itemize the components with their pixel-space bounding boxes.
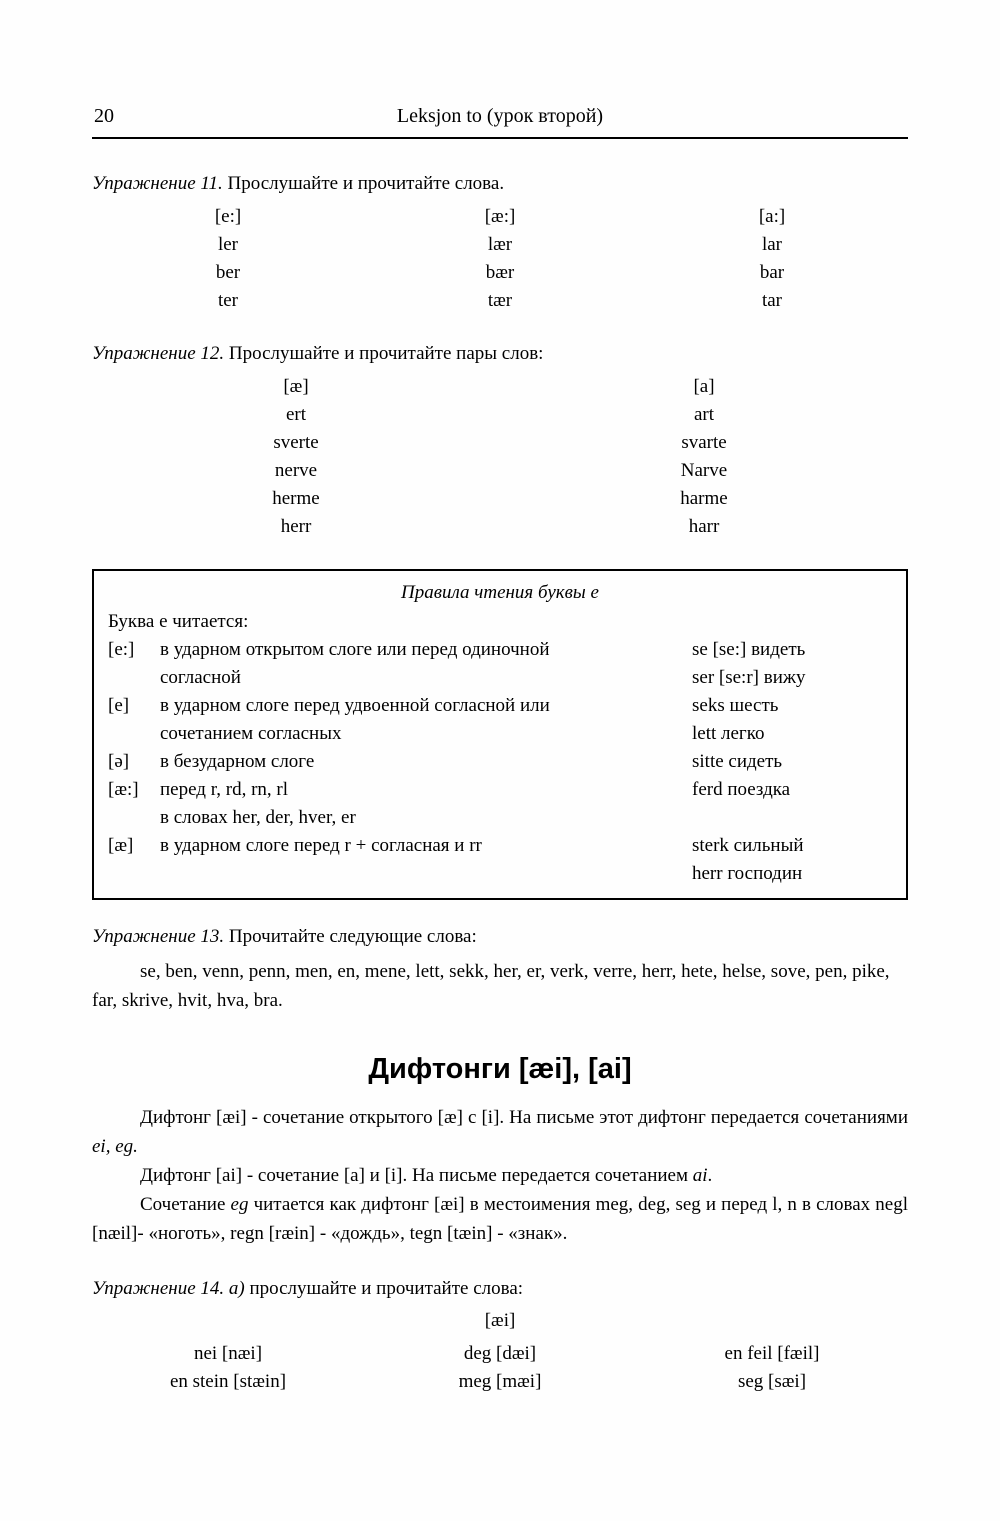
phoneme-head: [æ]	[283, 376, 309, 397]
word-with-transcription: en stein [stæin]	[169, 1371, 287, 1392]
exercise-11-word-table	[92, 203, 908, 315]
rule-line: согласной	[160, 667, 241, 688]
exercise-12-column-ae	[92, 373, 500, 541]
word-with-transcription: en feil [fæil]	[724, 1343, 820, 1364]
word: ert	[285, 404, 307, 425]
phoneme-symbol: [e:]	[108, 639, 135, 660]
exercise-13-word-list: se, ben, venn, penn, men, en, mene, lett, sekk, her, er, verk, verre, herr, hete, helse, sove, pen, pike, far, skrive, hvit, hva, bra.	[92, 961, 890, 1011]
rule-examples	[692, 636, 892, 692]
exercise-13-label: Упражнение 13.	[92, 926, 225, 947]
word: bar	[759, 262, 785, 283]
word: herr	[280, 516, 312, 537]
paragraph-text: .	[707, 1165, 713, 1186]
phoneme-head: [a]	[693, 376, 715, 397]
word: lar	[761, 234, 783, 255]
word: lær	[487, 234, 513, 255]
rules-box-intro: Буква е читается:	[108, 611, 249, 632]
exercise-14-text: прослушайте и прочитайте слова:	[249, 1278, 524, 1299]
header-rule	[92, 137, 908, 139]
rule-description	[160, 636, 692, 692]
exercise-11-column-a-long	[636, 203, 908, 315]
word: svarte	[681, 432, 727, 453]
word: sverte	[273, 432, 319, 453]
paragraph-text: Сочетание	[140, 1194, 231, 1215]
exercise-14-word-table	[92, 1340, 908, 1396]
phoneme-symbol: [ə]	[108, 751, 130, 772]
example-line: sitte сидеть	[692, 751, 783, 772]
exercise-14-phoneme-head: [æi]	[484, 1310, 516, 1331]
paragraph-italic: ei, eg.	[92, 1136, 138, 1157]
rules-row	[108, 776, 892, 832]
example-line: se [se:] видеть	[692, 639, 806, 660]
word: tar	[761, 290, 783, 311]
exercise-12-intro	[92, 339, 908, 368]
word: ler	[217, 234, 239, 255]
exercise-11-column-ae-long	[364, 203, 636, 315]
rule-line: перед r, rd, rn, rl	[160, 779, 289, 800]
exercise-14-label: Упражнение 14. а)	[92, 1278, 245, 1299]
rule-description	[160, 832, 692, 860]
example-line: ser [se:r] вижу	[692, 667, 806, 688]
word: herme	[272, 488, 320, 509]
section-heading-diphthongs: Дифтонги [æi], [ai]	[368, 1053, 632, 1085]
phoneme-symbol: [æ:]	[108, 779, 139, 800]
paragraph-italic: ai	[692, 1165, 708, 1186]
diphthong-paragraph-2	[92, 1161, 908, 1190]
exercise-11-column-e-long	[92, 203, 364, 315]
rule-line: в безударном слоге	[160, 751, 315, 772]
diphthong-paragraph-1	[92, 1103, 908, 1161]
rule-line: сочетанием согласных	[160, 723, 342, 744]
diphthong-paragraph-3	[92, 1190, 908, 1248]
paragraph-text: Дифтонг [ai] - сочетание [a] и [i]. На письме передается сочетанием	[140, 1165, 693, 1186]
exercise-11-label: Упражнение 11.	[92, 173, 223, 194]
rule-description	[160, 748, 692, 776]
example-line: ferd поездка	[692, 779, 791, 800]
word: art	[693, 404, 715, 425]
paragraph-text: читается как дифтонг [æi] в местоимения meg, deg, seg и перед l, n в словах negl [næil]- «ноготь», regn [ræin] - «дождь», tegn [tæin] - «знак».	[92, 1194, 908, 1244]
rule-examples	[692, 832, 892, 888]
paragraph-text: Дифтонг [æi] - сочетание открытого [æ] с [i]. На письме этот дифтонг передается сочетаниями	[140, 1107, 908, 1128]
exercise-11-text: Прослушайте и прочитайте слова.	[227, 173, 505, 194]
rule-description	[160, 776, 692, 832]
word-with-transcription: seg [sæi]	[737, 1371, 807, 1392]
word: ter	[217, 290, 239, 311]
phoneme-symbol: [e]	[108, 695, 130, 716]
word: nerve	[274, 460, 318, 481]
rule-examples	[692, 776, 892, 804]
word: Narve	[680, 460, 728, 481]
reading-rules-box	[92, 569, 908, 900]
word: harme	[680, 488, 728, 509]
page-number: 20	[94, 105, 114, 127]
word: ber	[215, 262, 241, 283]
phoneme-head: [e:]	[214, 206, 242, 227]
exercise-13-intro	[92, 922, 908, 951]
exercise-12-word-table	[92, 373, 908, 541]
page-title: Leksjon to (урок второй)	[396, 105, 604, 127]
word: tær	[487, 290, 513, 311]
exercise-13-text: Прочитайте следующие слова:	[228, 926, 477, 947]
rule-line: в ударном слоге перед удвоенной согласной или	[160, 695, 550, 716]
paragraph-italic: eg	[230, 1194, 249, 1215]
rules-row	[108, 692, 892, 748]
rule-examples	[692, 748, 892, 776]
rule-examples	[692, 692, 892, 748]
word: bær	[485, 262, 515, 283]
rules-row	[108, 832, 892, 888]
word: harr	[688, 516, 720, 537]
rule-line: в словах her, der, hver, er	[160, 807, 356, 828]
rules-row	[108, 636, 892, 692]
rule-line: в ударном слоге перед r + согласная и rr	[160, 835, 482, 856]
rules-row	[108, 748, 892, 776]
exercise-11-intro	[92, 169, 908, 198]
phoneme-symbol: [æ]	[108, 835, 134, 856]
page-header	[92, 102, 908, 130]
word-with-transcription: meg [mæi]	[458, 1371, 542, 1392]
exercise-12-column-a	[500, 373, 908, 541]
rule-line: в ударном открытом слоге или перед одиночной	[160, 639, 550, 660]
phoneme-head: [a:]	[758, 206, 786, 227]
phoneme-head: [æ:]	[484, 206, 516, 227]
example-line: herr господин	[692, 863, 803, 884]
exercise-12-text: Прослушайте и прочитайте пары слов:	[228, 343, 544, 364]
rule-description	[160, 692, 692, 748]
word-with-transcription: deg [dæi]	[463, 1343, 537, 1364]
exercise-14-intro	[92, 1274, 908, 1303]
example-line: seks шесть	[692, 695, 779, 716]
rules-box-title: Правила чтения буквы е	[401, 582, 599, 603]
example-line: sterk сильный	[692, 835, 804, 856]
exercise-12-label: Упражнение 12.	[92, 343, 225, 364]
example-line: lett легко	[692, 723, 765, 744]
word-with-transcription: nei [næi]	[193, 1343, 263, 1364]
